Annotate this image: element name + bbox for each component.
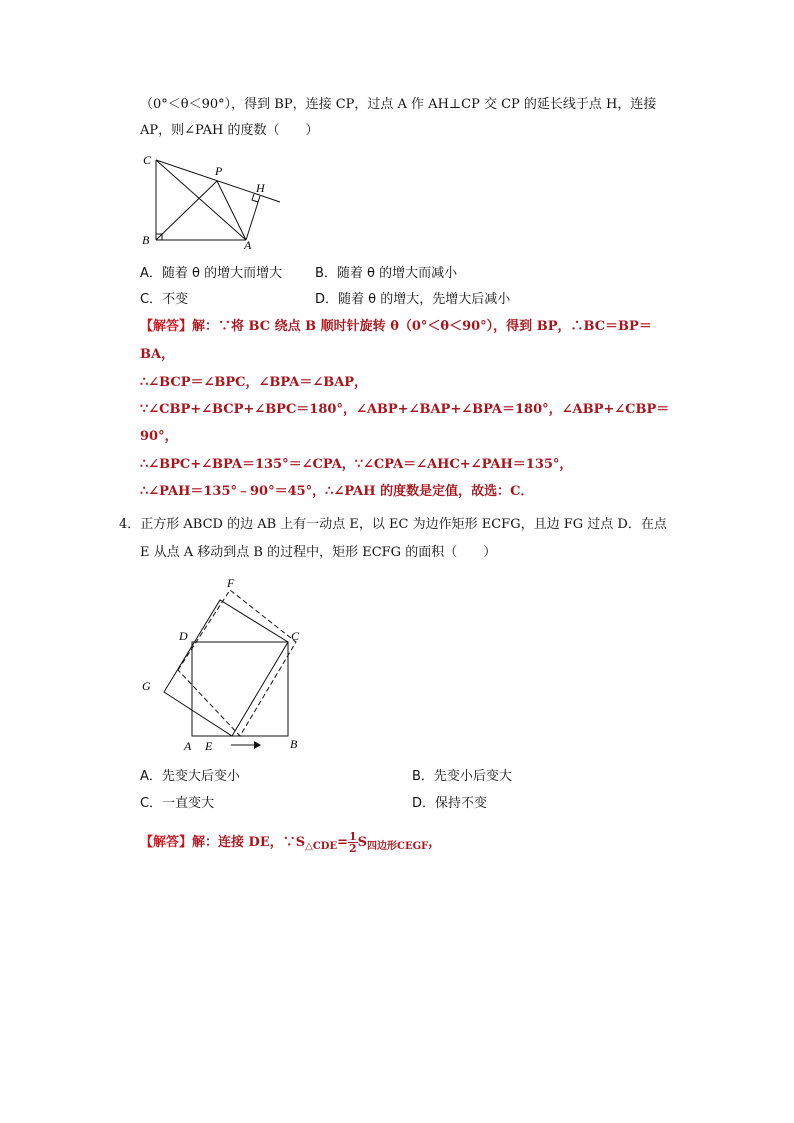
q4-label-f: F (227, 576, 235, 590)
q3-segment-ca (156, 160, 246, 240)
q3-solution-line3: ∴∠BCP＝∠BPC，∠BPA＝∠BAP， (140, 375, 368, 390)
q4-s-subscript-2: 四边形CEGF (367, 841, 429, 852)
q4-fraction-half (348, 831, 358, 854)
q4-rectangle-solid (164, 600, 288, 736)
q3-solution-line7: ∴∠PAH＝135°﹣90°＝45°，∴∠PAH 的度数是定值，故选：C． (140, 484, 534, 499)
q4-equals: = (337, 835, 348, 850)
q4-label-d: D (179, 629, 188, 643)
q3-label-b: B (142, 233, 150, 247)
q3-solution-line1 (140, 317, 652, 337)
q4-fraction-denominator: 2 (348, 842, 357, 855)
q3-label-p: P (215, 164, 223, 178)
q4-s-symbol-1: S (295, 835, 306, 850)
q4-solution-end: ， (428, 835, 442, 850)
q3-stem-line2: AP，则∠PAH 的度数（ ） (140, 123, 319, 138)
q3-label-a: A (244, 238, 252, 250)
q3-option-a[interactable]: A．随着 θ 的增大而增大 (140, 266, 283, 281)
q4-label-c: C (291, 629, 300, 643)
q4-solution-tag: 【解答】 (140, 835, 193, 850)
q3-segment-ah (246, 196, 260, 240)
q4-figure (138, 572, 313, 754)
q4-area-cegf (358, 835, 429, 850)
q4-label-g: G (142, 679, 151, 693)
q3-right-angle-h (252, 194, 258, 202)
q4-area-cde (296, 835, 337, 850)
q3-segment-bp (156, 181, 217, 240)
q3-solution-line2: BA， (140, 347, 175, 362)
q4-option-d[interactable]: D．保持不变 (412, 796, 488, 811)
q4-rectangle-ecfg-dashed (178, 590, 296, 736)
q4-s-symbol-2: S (357, 835, 368, 850)
q3-option-d[interactable]: D．随着 θ 的增大，先增大后减小 (315, 292, 511, 307)
q4-label-b: B (290, 737, 298, 751)
q4-stem-line1: 4．正方形 ABCD 的边 AB 上有一动点 E，以 EC 为边作矩形 ECFG，且边 FG 过点 D．在点 (119, 517, 667, 532)
q4-label-a: A (184, 739, 192, 753)
q4-solution-line1 (140, 830, 441, 860)
q3-stem-line1: （0°＜θ＜90°），得到 BP，连接 CP，过点 A 作 AH⊥CP 交 CP 的延长线于点 H，连接 (140, 97, 657, 112)
q4-solution-text: 解：连接 DE，∵ (192, 835, 296, 850)
q3-solution-line5: 90°， (140, 429, 178, 444)
q4-option-b[interactable]: B．先变小后变大 (412, 769, 512, 784)
q4-label-e: E (205, 739, 213, 753)
q3-solution-text1: 解：∵将 BC 绕点 B 顺时针旋转 θ（0°＜θ＜90°），得到 BP，∴BC＝BP＝ (192, 319, 652, 334)
q3-option-c[interactable]: C．不变 (140, 292, 189, 307)
q3-label-c: C (143, 153, 152, 167)
q4-s-subscript-1: △CDE (305, 841, 338, 852)
q3-figure (138, 148, 288, 250)
q3-option-b[interactable]: B．随着 θ 的增大而减小 (315, 266, 458, 281)
q3-solution-line6: ∴∠BPC+∠BPA＝135°＝∠CPA，∵∠CPA＝∠AHC+∠PAH＝135°， (140, 457, 573, 472)
q4-option-a[interactable]: A．先变大后变小 (140, 769, 240, 784)
q3-solution-tag: 【解答】 (140, 319, 193, 334)
q4-option-c[interactable]: C．一直变大 (140, 796, 215, 811)
q3-solution-line4: ∵∠CBP+∠BCP+∠BPC＝180°，∠ABP+∠BAP+∠BPA＝180°，∠ABP+∠CBP＝ (140, 402, 670, 417)
q4-arrow-head (254, 741, 261, 749)
q3-label-h: H (256, 181, 265, 195)
q4-stem-line2: E 从点 A 移动到点 B 的过程中，矩形 ECFG 的面积（ ） (140, 545, 497, 560)
q3-segment-pa (217, 181, 246, 240)
q4-fraction-numerator: 1 (348, 830, 357, 843)
